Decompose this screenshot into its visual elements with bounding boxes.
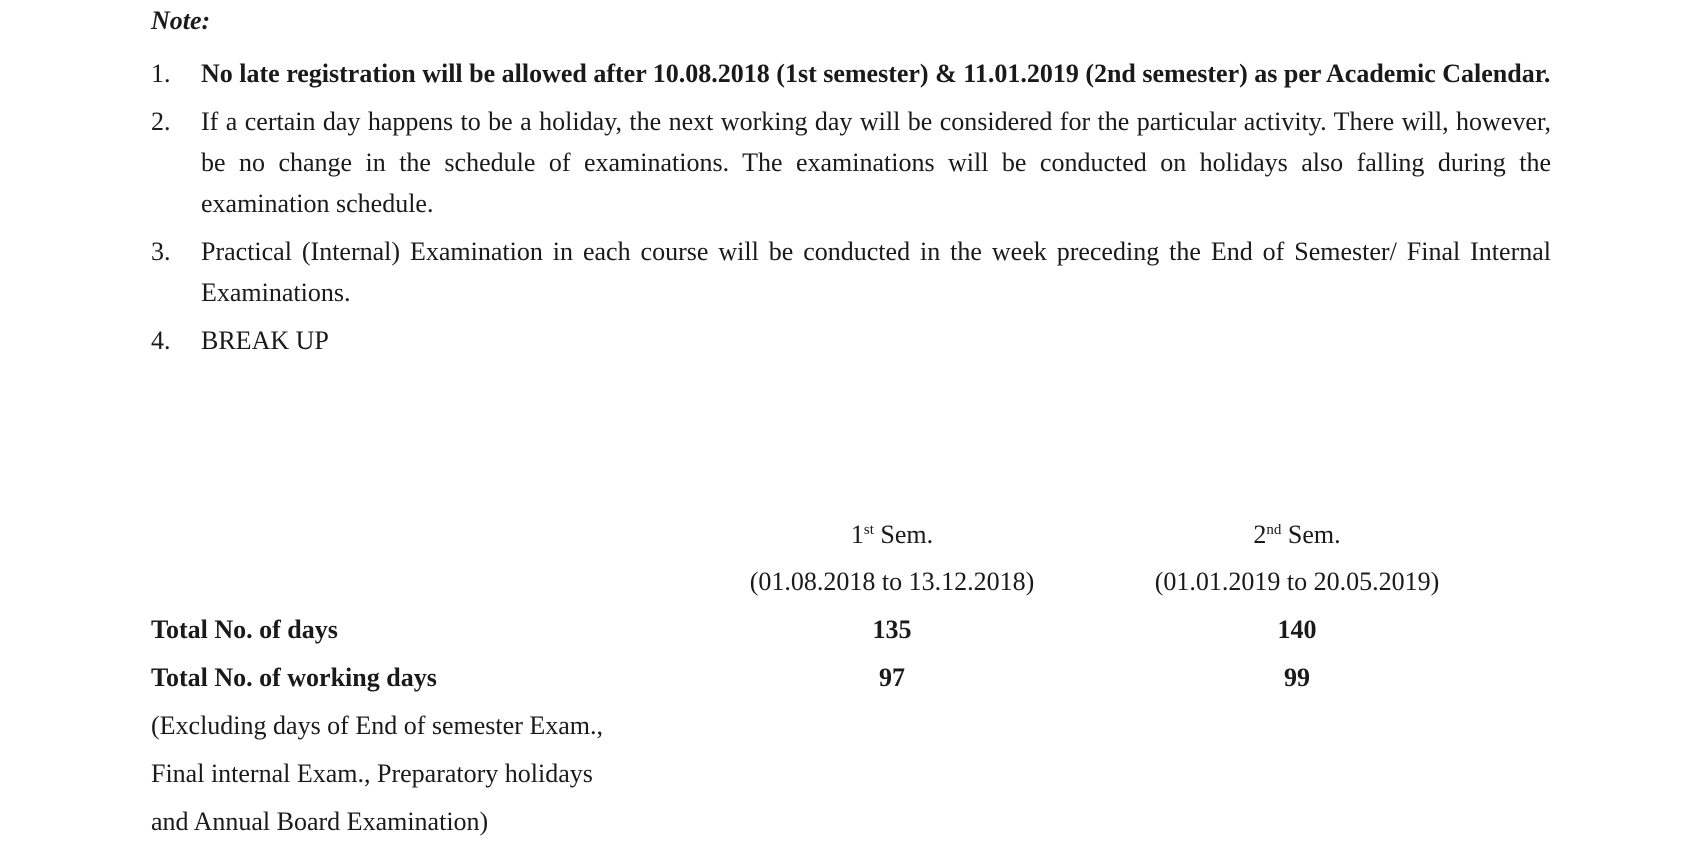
note-heading: Note:: [151, 6, 211, 35]
note-text: BREAK UP: [201, 326, 329, 355]
sem1-label: Sem.: [873, 520, 934, 549]
sem1-date-range: (01.08.2018 to 13.12.2018): [749, 567, 1035, 596]
sem2-date-range: (01.01.2019 to 20.05.2019): [1154, 567, 1440, 596]
sem1-heading: [682, 520, 1102, 550]
sem2-heading: [1087, 520, 1507, 550]
note-number: 3.: [151, 237, 171, 266]
sem2-label: Sem.: [1281, 520, 1341, 549]
working-days-sem1: 97: [879, 663, 905, 692]
sem2-ordinal: nd: [1266, 522, 1282, 538]
sem1-number: 1: [850, 520, 864, 549]
excluding-note-line-2: Final internal Exam., Preparatory holidays: [151, 759, 593, 788]
excluding-note-line-1: (Excluding days of End of semester Exam.,: [151, 711, 603, 740]
excluding-note-line-3: and Annual Board Examination): [151, 807, 489, 836]
note-text: If a certain day happens to be a holiday, the next working day will be considered for the particular activity. There will, however, be no change in the schedule of examinations. The examinations will be conducted on holidays also falling during the examination schedule.: [201, 107, 1551, 218]
working-days-sem2: 99: [1284, 663, 1310, 692]
working-days-label: Total No. of working days: [151, 663, 437, 692]
note-text: Practical (Internal) Examination in each course will be conducted in the week preceding the End of Semester/ Final Internal Examinations.: [201, 237, 1551, 307]
sem1-ordinal: st: [863, 522, 874, 538]
note-number: 1.: [151, 59, 171, 88]
note-number: 4.: [151, 326, 171, 355]
sem2-number: 2: [1253, 520, 1267, 549]
total-days-sem2: 140: [1277, 615, 1317, 644]
note-text: No late registration will be allowed after 10.08.2018 (1st semester) & 11.01.2019 (2nd semester) as per Academic Calendar.: [201, 59, 1551, 88]
note-number: 2.: [151, 107, 171, 136]
total-days-label: Total No. of days: [151, 615, 338, 644]
total-days-sem1: 135: [872, 615, 912, 644]
